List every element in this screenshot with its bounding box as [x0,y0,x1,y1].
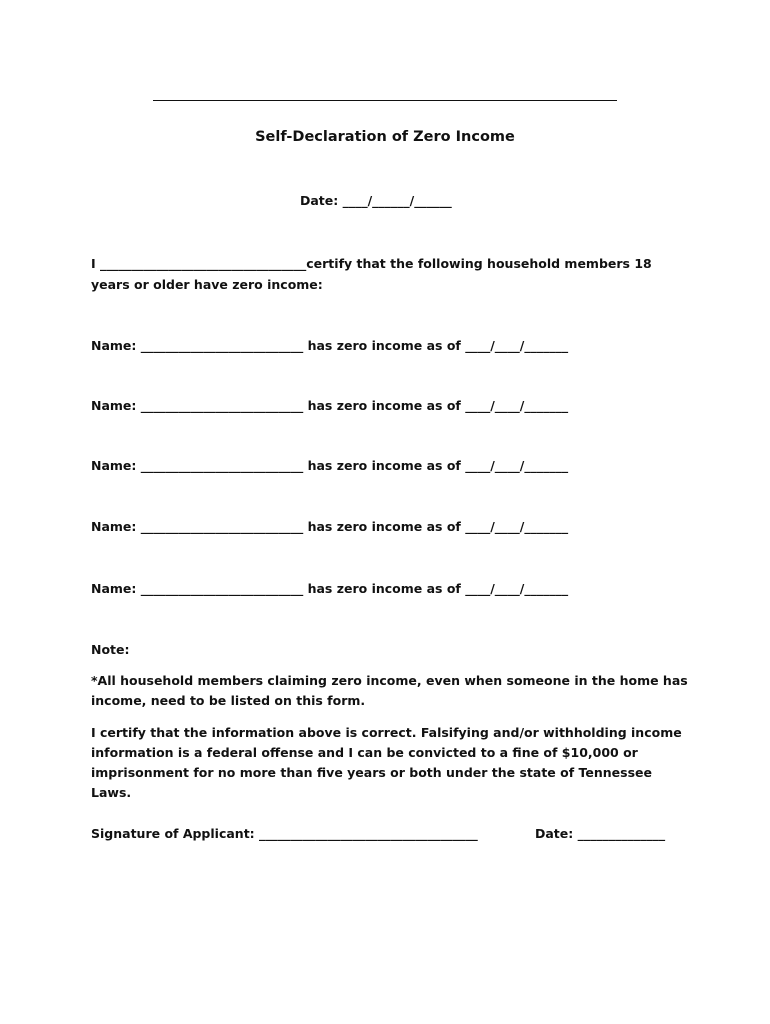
heading-blank-line [153,100,617,101]
signature-date-field: Date: ______________ [535,826,666,841]
name-row: Name: __________________________ has zero income as of ____/____/_______ [91,338,569,353]
name-row: Name: __________________________ has zero income as of ____/____/_______ [91,519,569,534]
certify-statement-line-2: years or older have zero income: [91,277,323,292]
form-title: Self-Declaration of Zero Income [255,129,515,145]
note-text: *All household members claiming zero income, even when someone in the home has income, need to be listed on this form. [91,673,688,708]
certification-text: I certify that the information above is correct. Falsifying and/or withholding income information is a federal offense and I can be convicted to a fine of $10,000 or imprisonment for no more than five years or both under the state of Tennessee Laws. [91,725,682,800]
name-row: Name: __________________________ has zero income as of ____/____/_______ [91,398,569,413]
note-label: Note: [91,642,130,657]
signature-field: Signature of Applicant: ___________________________________ [91,826,478,841]
certify-statement-line-1: I _________________________________certify that the following household members 18 [91,256,652,271]
name-row: Name: __________________________ has zero income as of ____/____/_______ [91,458,569,473]
date-field: Date: ____/______/______ [300,193,452,208]
name-row: Name: __________________________ has zero income as of ____/____/_______ [91,581,569,596]
